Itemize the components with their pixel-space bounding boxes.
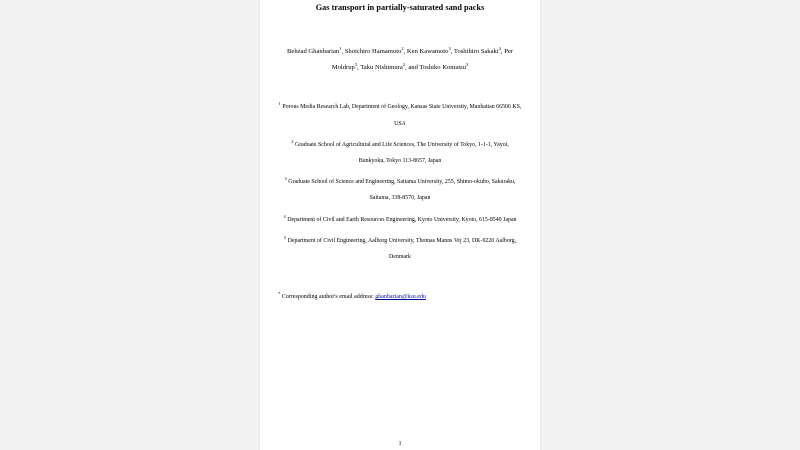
page-content (260, 0, 540, 447)
affiliation-marker: 3 (284, 176, 287, 182)
affiliation-list (260, 99, 540, 265)
affiliation-marker: 2 (291, 138, 294, 144)
affiliation-marker: 1 (278, 101, 281, 107)
affiliation-item (278, 99, 522, 131)
author-line-2: Moldrup$^5$, Taku Nishimura$^2$, and Toshiko Komatsu$^3$ (331, 62, 469, 72)
affiliation-item (278, 233, 522, 265)
affiliation-text: Graduate School of Science and Engineering, Saitama University, 255, Shimo-okubo, Sakuraku, Saitama, 338-8570, Japan (288, 179, 516, 202)
affiliation-text: Department of Civil Engineering, Aalborg University, Thomas Manns Vej 23, DK-9220 Aalborg, Denmark (287, 237, 517, 261)
author-list (260, 44, 540, 78)
affiliation-item (278, 137, 522, 169)
affiliation-item (278, 212, 522, 228)
affiliation-item (278, 174, 522, 206)
corresponding-author-note (260, 291, 540, 302)
page-number: 1 (398, 440, 402, 447)
affiliation-marker: 4 (283, 213, 286, 219)
affiliation-text: Graduate School of Agricultural and Life Sciences, The University of Tokyo, 1-1-1, Yayoi, Bunkyoku, Tokyo 113-8657, Japan (294, 141, 509, 164)
corresponding-label: Corresponding author's email address: (281, 294, 374, 301)
affiliation-text: Porous Media Research Lab, Department of Geology, Kansas State University, Manhattan 66506 KS, USA (282, 104, 522, 127)
author-line-1: Behzad Ghanbarian$^1$, Shoichiro Hamamoto$^2$, Ken Kawamoto$^3$, Toshihiro Sakaki$^4$, Per (287, 45, 513, 55)
corresponding-email-link[interactable]: ghanbarian@ksu.edu (375, 294, 426, 301)
page-sheet (260, 0, 540, 450)
corresponding-marker: * (278, 291, 281, 297)
page-title: Gas transport in partially-saturated sand packs (315, 3, 485, 12)
affiliation-text: Department of Civil and Earth Resources Engineering, Kyoto University, Kyoto, 615-8540 Japan (287, 216, 517, 223)
affiliation-marker: 5 (283, 234, 287, 240)
